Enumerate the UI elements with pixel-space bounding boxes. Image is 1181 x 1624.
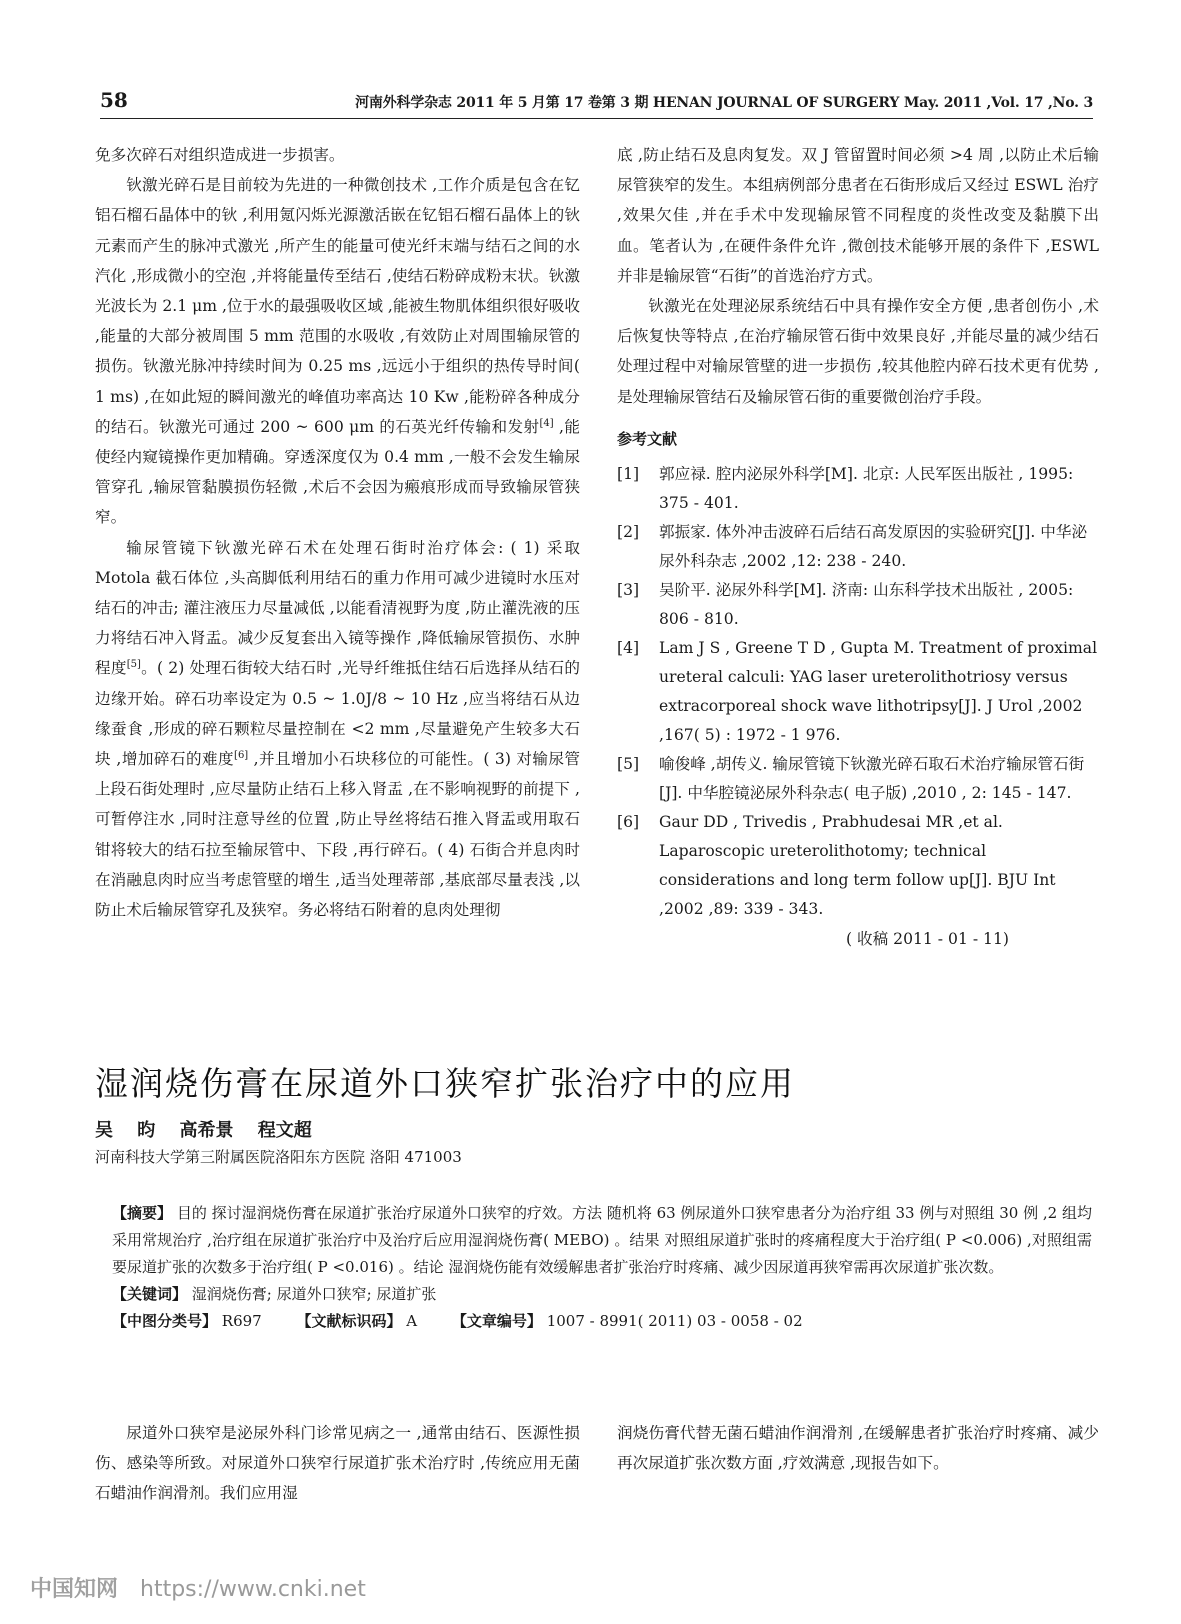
keywords: 【关键词】 湿润烧伤膏; 尿道外口狭窄; 尿道扩张 [112, 1285, 437, 1303]
footer-url: https://www.cnki.net [140, 1577, 366, 1602]
references-heading: 参考文献 [617, 429, 678, 448]
citation: [6] [234, 749, 249, 761]
paragraph: 免多次碎石对组织造成进一步损害。 [95, 146, 345, 164]
citation: [5] [126, 659, 141, 671]
left-column [95, 140, 580, 925]
article2-body-left [95, 1418, 580, 1509]
article2-body-right [617, 1418, 1099, 1478]
authors: 吴 昀 高希景 程文超 [95, 1120, 312, 1141]
page-number: 58 [100, 88, 128, 112]
classification: 【中图分类号】 R697 【文献标识码】 A 【文章编号】 1007 - 8991( 2011) 03 - 0058 - 02 [112, 1312, 803, 1330]
reference-list [617, 460, 1099, 924]
cnki-logo: 中国知网 [30, 1577, 119, 1602]
abstract-block [112, 1200, 1092, 1335]
paragraph: 钬激光碎石是目前较为先进的一种微创技术 ,工作介质是包含在钇铝石榴石晶体中的钬 ,利用氪闪烁光源激活嵌在钇铝石榴石晶体上的钬元素而产生的脉冲式激光 ,所产生的能量可使光纤末端与结石之间的水汽化 ,形成微小的空泡 ,并将能量传至结石 ,使结石粉碎成粉末状。钬激光波长为 2.1 μm ,位于水的最强吸收区域 ,能被生物肌体组织很好吸收 ,能量的大部分被周围 5 mm 范围的水吸收 ,有效防止对周围输尿管的损伤。钬激光脉冲持续时间为 0.25 ms ,远远小于组织的热传导时间( 1 ms) ,在如此短的瞬间激光的峰值功率高达 10 Kw ,能粉碎各种成分的结石。钬激光可通过 200 ~ 600 μm 的石英光纤传输和发射[4] ,能使经内窥镜操作更加精确。穿透深度仅为 0.4 mm ,一般不会发生输尿管穿孔 ,输尿管黏膜损伤轻微 ,术后不会因为瘢痕形成而导致输尿管狭窄。 [95, 176, 580, 527]
citation: [4] [539, 417, 554, 429]
paragraph: 输尿管镜下钬激光碎石术在处理石街时治疗体会: ( 1) 采取 Motola 截石体位 ,头高脚低利用结石的重力作用可减少进镜时水压对结石的冲击; 灌注液压力尽量减低 ,以能看清视野为度 ,防止灌洗液的压力将结石冲入肾盂。减少反复套出入镜等操作 ,降低输尿管损伤、水肿程度[5]。( 2) 处理石街较大结石时 ,光导纤维抵住结石后选择从结石的边缘开始。碎石功率设定为 0.5 ~ 1.0J/8 ~ 10 Hz ,应当将结石从边缘蚕食 ,形成的碎石颗粒尽量控制在 <2 mm ,尽量避免产生较多大石块 ,增加碎石的难度[6] ,并且增加小石块移位的可能性。( 3) 对输尿管上段石街处理时 ,应尽量防止结石上移入肾盂 ,在不影响视野的前提下 ,可暂停注水 ,同时注意导丝的位置 ,防止导丝将结石推入肾盂或用取石钳将较大的结石拉至输尿管中、下段 ,再行碎石。( 4) 石街合并息肉时在消融息肉时应当考虑管壁的增生 ,适当处理蒂部 ,基底部尽量表浅 ,以防止术后输尿管穿孔及狭窄。务必将结石附着的息肉处理彻 [95, 538, 580, 920]
paragraph: 底 ,防止结石及息肉复发。双 J 管留置时间必须 >4 周 ,以防止术后输尿管狭窄的发生。本组病例部分患者在石街形成后又经过 ESWL 治疗 ,效果欠佳 ,并在手术中发现输尿管不同程度的炎性改变及黏膜下出血。笔者认为 ,在硬件条件允许 ,微创技术能够开展的条件下 ,ESWL 并非是输尿管“石街”的首选治疗方式。 [617, 146, 1099, 285]
running-head: 河南外科学杂志 2011 年 5 月第 17 卷第 3 期 HENAN JOURNAL OF SURGERY May. 2011 ,Vol. 17 ,No. 3 [355, 95, 1093, 111]
reference-item: [1] 郭应禄. 腔内泌尿外科学[M]. 北京: 人民军医出版社 , 1995: 375 - 401. [617, 465, 1074, 513]
received-date: ( 收稿 2011 - 01 - 11) [845, 930, 1009, 949]
reference-item: [4] Lam J S , Greene T D , Gupta M. Treatment of proximal ureteral calculi: YAG laser ureterolithotriosy versus extracorporeal shock wave lithotripsy[J]. J Urol ,2002 ,167( 5) : 1972 - 1 976. [617, 639, 1098, 745]
right-column [617, 140, 1099, 954]
reference-item: [6] Gaur DD , Trivedis , Prabhudesai MR ,et al. Laparoscopic ureterolithotomy; technical considerations and long term follow up[J]. BJU Int ,2002 ,89: 339 - 343. [617, 813, 1056, 919]
reference-item: [3] 吴阶平. 泌尿外科学[M]. 济南: 山东科学技术出版社 , 2005: 806 - 810. [617, 581, 1074, 629]
header-rule [100, 118, 1093, 119]
paragraph: 尿道外口狭窄是泌尿外科门诊常见病之一 ,通常由结石、医源性损伤、感染等所致。对尿道外口狭窄行尿道扩张术治疗时 ,传统应用无菌石蜡油作润滑剂。我们应用湿 [95, 1424, 580, 1503]
abstract: 【摘要】 目的 探讨湿润烧伤膏在尿道扩张治疗尿道外口狭窄的疗效。方法 随机将 63 例尿道外口狭窄患者分为治疗组 33 例与对照组 30 例 ,2 组均采用常规治疗 ,治疗组在尿道扩张治疗中及治疗后应用湿润烧伤膏( MEBO) 。结果 对照组尿道扩张时的疼痛程度大于治疗组( P <0.006) ,对照组需要尿道扩张的次数多于治疗组( P <0.016) 。结论 湿润烧伤能有效缓解患者扩张治疗时疼痛、减少因尿道再狭窄需再次尿道扩张次数。 [112, 1204, 1092, 1276]
paragraph: 钬激光在处理泌尿系统结石中具有操作安全方便 ,患者创伤小 ,术后恢复快等特点 ,在治疗输尿管石街中效果良好 ,并能尽量的减少结石处理过程中对输尿管壁的进一步损伤 ,较其他腔内碎石技术更有优势 ,是处理输尿管结石及输尿管石街的重要微创治疗手段。 [617, 297, 1099, 406]
article-title: 湿润烧伤膏在尿道外口狭窄扩张治疗中的应用 [95, 1064, 795, 1103]
reference-item: [5] 喻俊峰 ,胡传义. 输尿管镜下钬激光碎石取石术治疗输尿管石街[J]. 中华腔镜泌尿外科杂志( 电子版) ,2010 , 2: 145 - 147. [617, 755, 1085, 803]
reference-item: [2] 郭振家. 体外冲击波碎石后结石高发原因的实验研究[J]. 中华泌尿外科杂志 ,2002 ,12: 238 - 240. [617, 523, 1088, 571]
watermark-footer [30, 1572, 366, 1603]
paragraph: 润烧伤膏代替无菌石蜡油作润滑剂 ,在缓解患者扩张治疗时疼痛、减少再次尿道扩张次数方面 ,疗效满意 ,现报告如下。 [617, 1424, 1099, 1473]
affiliation: 河南科技大学第三附属医院洛阳东方医院 洛阳 471003 [95, 1148, 462, 1166]
